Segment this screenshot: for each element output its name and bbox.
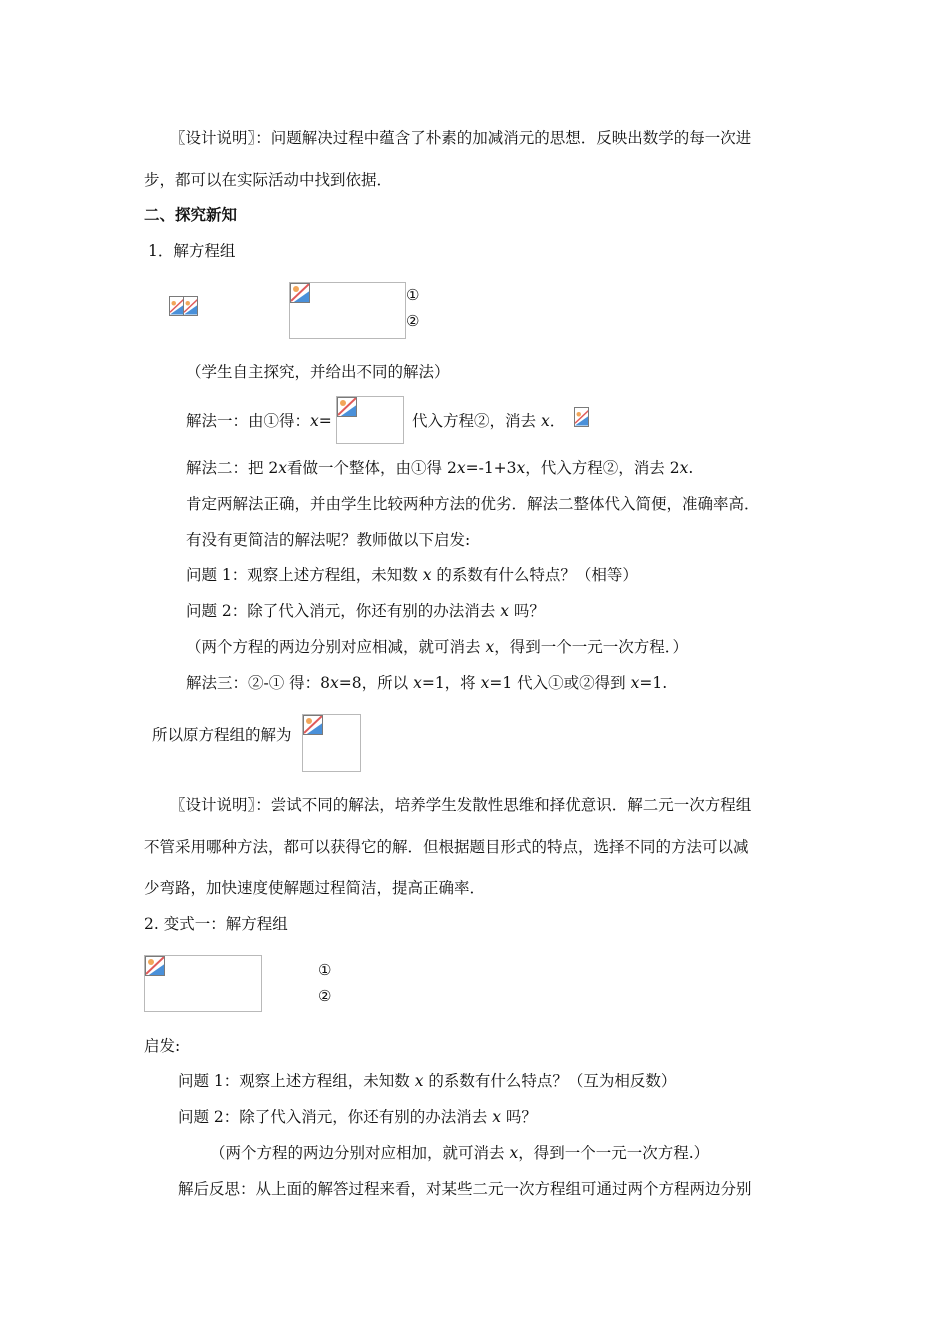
student-note: （学生自主探究，并给出不同的解法） — [186, 363, 450, 381]
broken-image-icon — [303, 715, 323, 735]
method2-line: 解法二：把 2x看做一个整体，由①得 2x=-1+3x，代入方程②，消去 2x. — [186, 459, 694, 477]
variant-question1-line: 问题 1：观察上述方程组，未知数 x 的系数有什么特点？（互为相反数） — [178, 1072, 677, 1090]
section-heading: 二、探究新知 — [144, 205, 238, 224]
broken-image-icon — [145, 956, 165, 976]
question1-line: 问题 1：观察上述方程组，未知数 x 的系数有什么特点？（相等） — [186, 566, 638, 584]
variant-question2-line: 问题 2：除了代入消元，你还有别的办法消去 x 吗？ — [178, 1108, 537, 1126]
inspire-label: 启发: — [144, 1037, 181, 1055]
item1-title: 1．解方程组 — [148, 242, 236, 260]
method1-expression-image — [336, 396, 404, 444]
broken-image-icon — [290, 283, 310, 303]
equation-brace-image — [169, 296, 184, 323]
item2-title: 2. 变式一：解方程组 — [144, 915, 288, 933]
design-note-1-line1: 〖设计说明〗：问题解决过程中蕴含了朴素的加减消元的思想．反映出数学的每一次进 — [170, 129, 752, 147]
affirm-line: 肯定两解法正确，并由学生比较两种方法的优劣．解法二整体代入简便，准确率高． — [186, 495, 760, 513]
equation-system-image — [289, 282, 406, 339]
variant-equation-image — [144, 955, 262, 1012]
prompt-line: 有没有更简洁的解法呢？教师做以下启发: — [186, 531, 471, 549]
equation-brace-image — [183, 296, 198, 323]
method1-line-cont: 代入方程②，消去 x． — [412, 412, 566, 430]
method1-line: 解法一：由①得：x= — [186, 412, 332, 430]
broken-image-icon — [169, 296, 184, 316]
variant-hint-line: （两个方程的两边分别对应相加，就可消去 x，得到一个一元一次方程.） — [210, 1144, 710, 1162]
design-note-2-line1: 〖设计说明〗：尝试不同的解法，培养学生发散性思维和择优意识．解二元一次方程组 — [170, 796, 752, 814]
broken-image-icon — [183, 296, 198, 316]
equation-mark-2: ② — [406, 312, 420, 330]
solution-image — [302, 714, 361, 772]
hint-line: （两个方程的两边分别对应相减，就可消去 x，得到一个一元一次方程．） — [186, 638, 688, 656]
design-note-1-line2: 步，都可以在实际活动中找到依据． — [144, 171, 393, 189]
solution-label: 所以原方程组的解为 — [152, 726, 292, 744]
broken-image-icon — [337, 397, 357, 417]
reflection-line: 解后反思：从上面的解答过程来看，对某些二元一次方程组可通过两个方程两边分别 — [178, 1180, 752, 1198]
method3-line: 解法三：②-① 得：8x=8，所以 x=1，将 x=1 代入①或②得到 x=1. — [186, 674, 668, 692]
question2-line: 问题 2：除了代入消元，你还有别的办法消去 x 吗？ — [186, 602, 545, 620]
equation-mark-1: ① — [406, 286, 420, 304]
method1-result-image — [574, 407, 589, 433]
equation-marks — [406, 282, 419, 334]
equation-mark-1: ① — [318, 961, 332, 979]
equation-mark-2: ② — [318, 987, 332, 1005]
design-note-2-line2: 不管采用哪种方法，都可以获得它的解．但根据题目形式的特点，选择不同的方法可以减 — [144, 838, 749, 856]
design-note-2-line3: 少弯路，加快速度使解题过程简洁，提高正确率． — [144, 879, 486, 897]
broken-image-icon — [574, 407, 589, 427]
variant-equation-marks — [318, 957, 331, 1009]
